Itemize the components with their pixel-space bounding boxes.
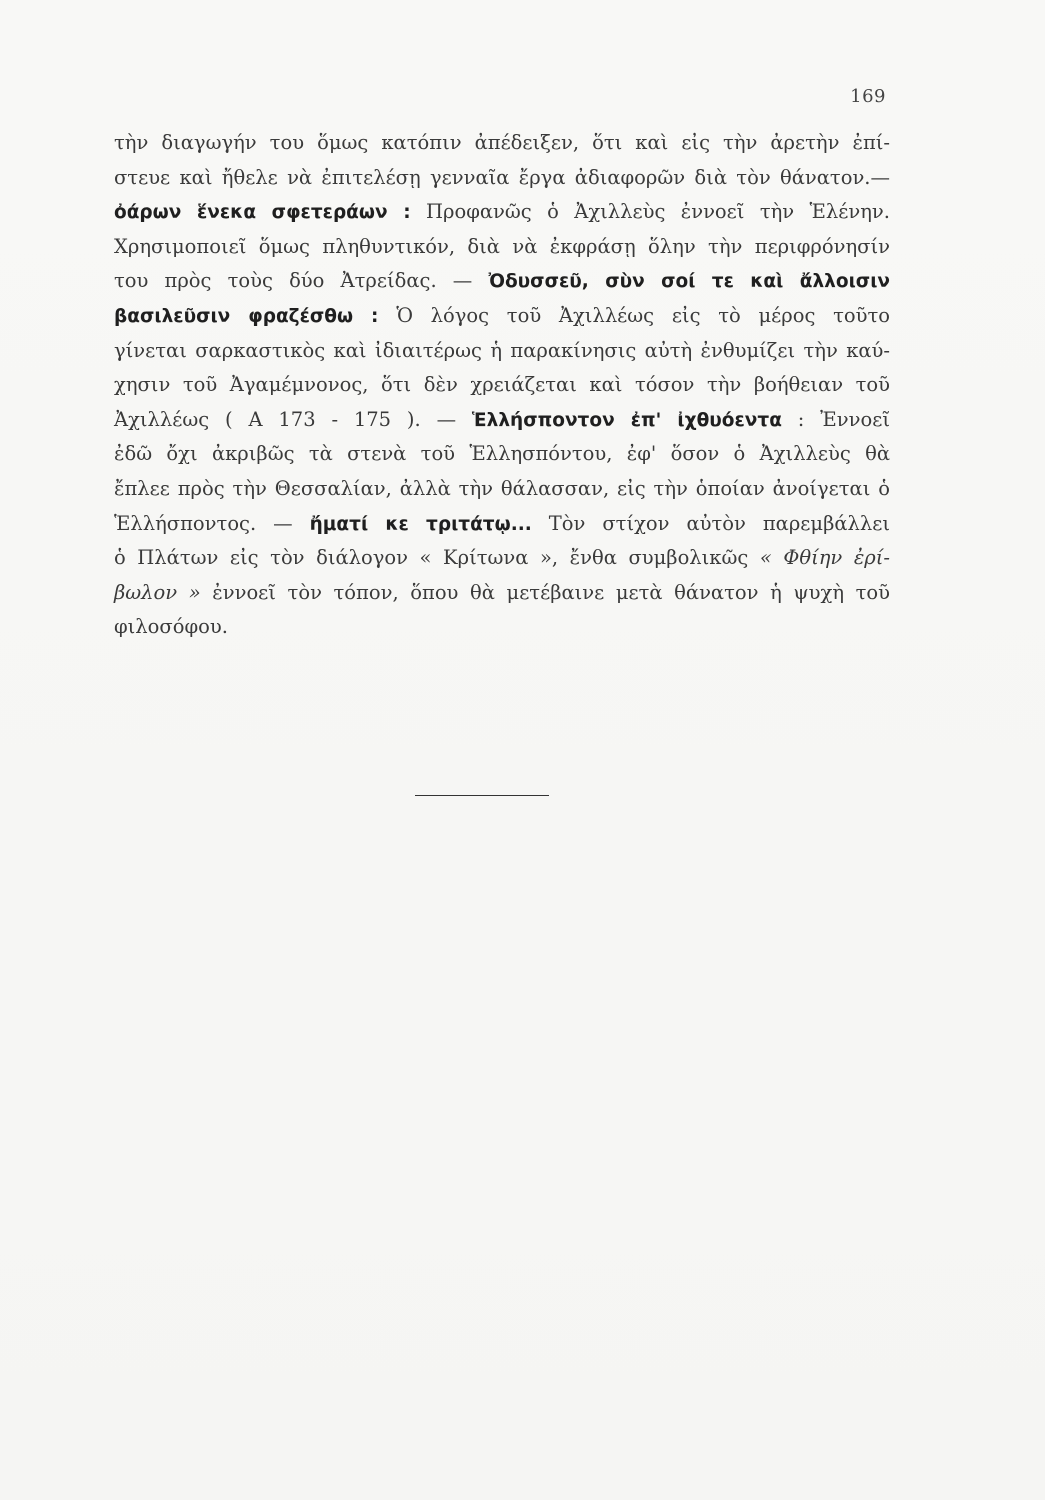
text-line <box>114 299 890 334</box>
body-text-segment: γίνεται σαρκαστικὸς καὶ ἰδιαιτέρως ἡ παρακίνησις αὐτὴ ἐνθυμίζει τὴν καύ- <box>114 338 890 362</box>
lemma-quote: Ὀδυσσεῦ, σὺν σοί τε καὶ ἄλλοισιν <box>488 271 891 293</box>
body-text-segment: χησιν τοῦ Ἀγαμέμνονος, ὅτι δὲν χρειάζεται καὶ τόσον τὴν βοήθειαν τοῦ <box>114 373 890 397</box>
text-line <box>114 472 890 507</box>
body-text-segment: ἔπλεε πρὸς τὴν Θεσσαλίαν, ἀλλὰ τὴν θάλασσαν, εἰς τὴν ὁποίαν ἀνοίγεται ὁ <box>114 476 890 500</box>
text-line <box>114 230 890 265</box>
body-text-segment: ἐδῶ ὄχι ἀκριβῶς τὰ στενὰ τοῦ Ἑλλησπόντου, ἐφ' ὅσον ὁ Ἀχιλλεὺς θὰ <box>114 442 890 466</box>
body-text-segment: στευε καὶ ἤθελε νὰ ἐπιτελέσῃ γενναῖα ἔργα ἀδιαφορῶν διὰ τὸν θάνατον.— <box>114 165 890 189</box>
section-divider-rule <box>415 795 549 796</box>
lemma-quote: ἤματί κε τριτάτῳ... <box>309 513 532 535</box>
text-line <box>114 195 890 230</box>
body-text-segment: Τὸν στίχον αὐτὸν παρεμβάλλει <box>531 511 890 535</box>
commentary-paragraph <box>114 126 890 645</box>
body-text-segment: Χρησιμοποιεῖ ὅμως πληθυντικόν, διὰ νὰ ἐκφράσῃ ὅλην τὴν περιφρόνησίν <box>114 234 890 258</box>
page-number: 169 <box>850 86 886 107</box>
text-line <box>114 126 890 161</box>
text-line <box>114 437 890 472</box>
body-text-segment: Ὁ λόγος τοῦ Ἀχιλλέως εἰς τὸ μέρος τοῦτο <box>378 303 890 327</box>
body-text-segment: ἐννοεῖ τὸν τόπον, ὅπου θὰ μετέβαινε μετὰ θάνατον ἡ ψυχὴ τοῦ <box>200 580 890 604</box>
text-line <box>114 264 890 299</box>
text-line <box>114 610 890 645</box>
body-text-segment: Ἑλλήσποντος. — <box>114 511 310 535</box>
text-line <box>114 576 890 611</box>
body-text-segment: του πρὸς τοὺς δύο Ἀτρείδας. — <box>114 269 489 293</box>
text-line <box>114 507 890 542</box>
text-line <box>114 368 890 403</box>
body-text-segment: ὁ Πλάτων εἰς τὸν διάλογον « Κρίτωνα », ἔνθα συμβολικῶς <box>114 546 760 570</box>
text-line <box>114 541 890 576</box>
body-text-segment: τὴν διαγωγήν του ὅμως κατόπιν ἀπέδειξεν, ὅτι καὶ εἰς τὴν ἀρετὴν ἐπί- <box>114 131 890 154</box>
lemma-quote: βασιλεῦσιν φραζέσθω : <box>114 305 379 327</box>
italic-quote: « Φθίην ἐρί- <box>759 546 890 570</box>
body-text-segment: : Ἐννοεῖ <box>781 407 890 431</box>
text-line <box>114 161 890 196</box>
body-text-segment: Προφανῶς ὁ Ἀχιλλεὺς ἐννοεῖ τὴν Ἑλένην. <box>410 200 890 224</box>
text-line <box>114 334 890 369</box>
lemma-quote: Ἑλλήσποντον ἐπ' ἰχθυόεντα <box>471 409 782 431</box>
italic-quote: βωλον » <box>114 580 201 604</box>
lemma-quote: ὀάρων ἕνεκα σφετεράων : <box>114 202 411 224</box>
body-text-segment: Ἀχιλλέως ( Α 173 - 175 ). — <box>114 407 472 431</box>
text-line <box>114 403 890 438</box>
body-text-segment: φιλοσόφου. <box>114 615 228 639</box>
